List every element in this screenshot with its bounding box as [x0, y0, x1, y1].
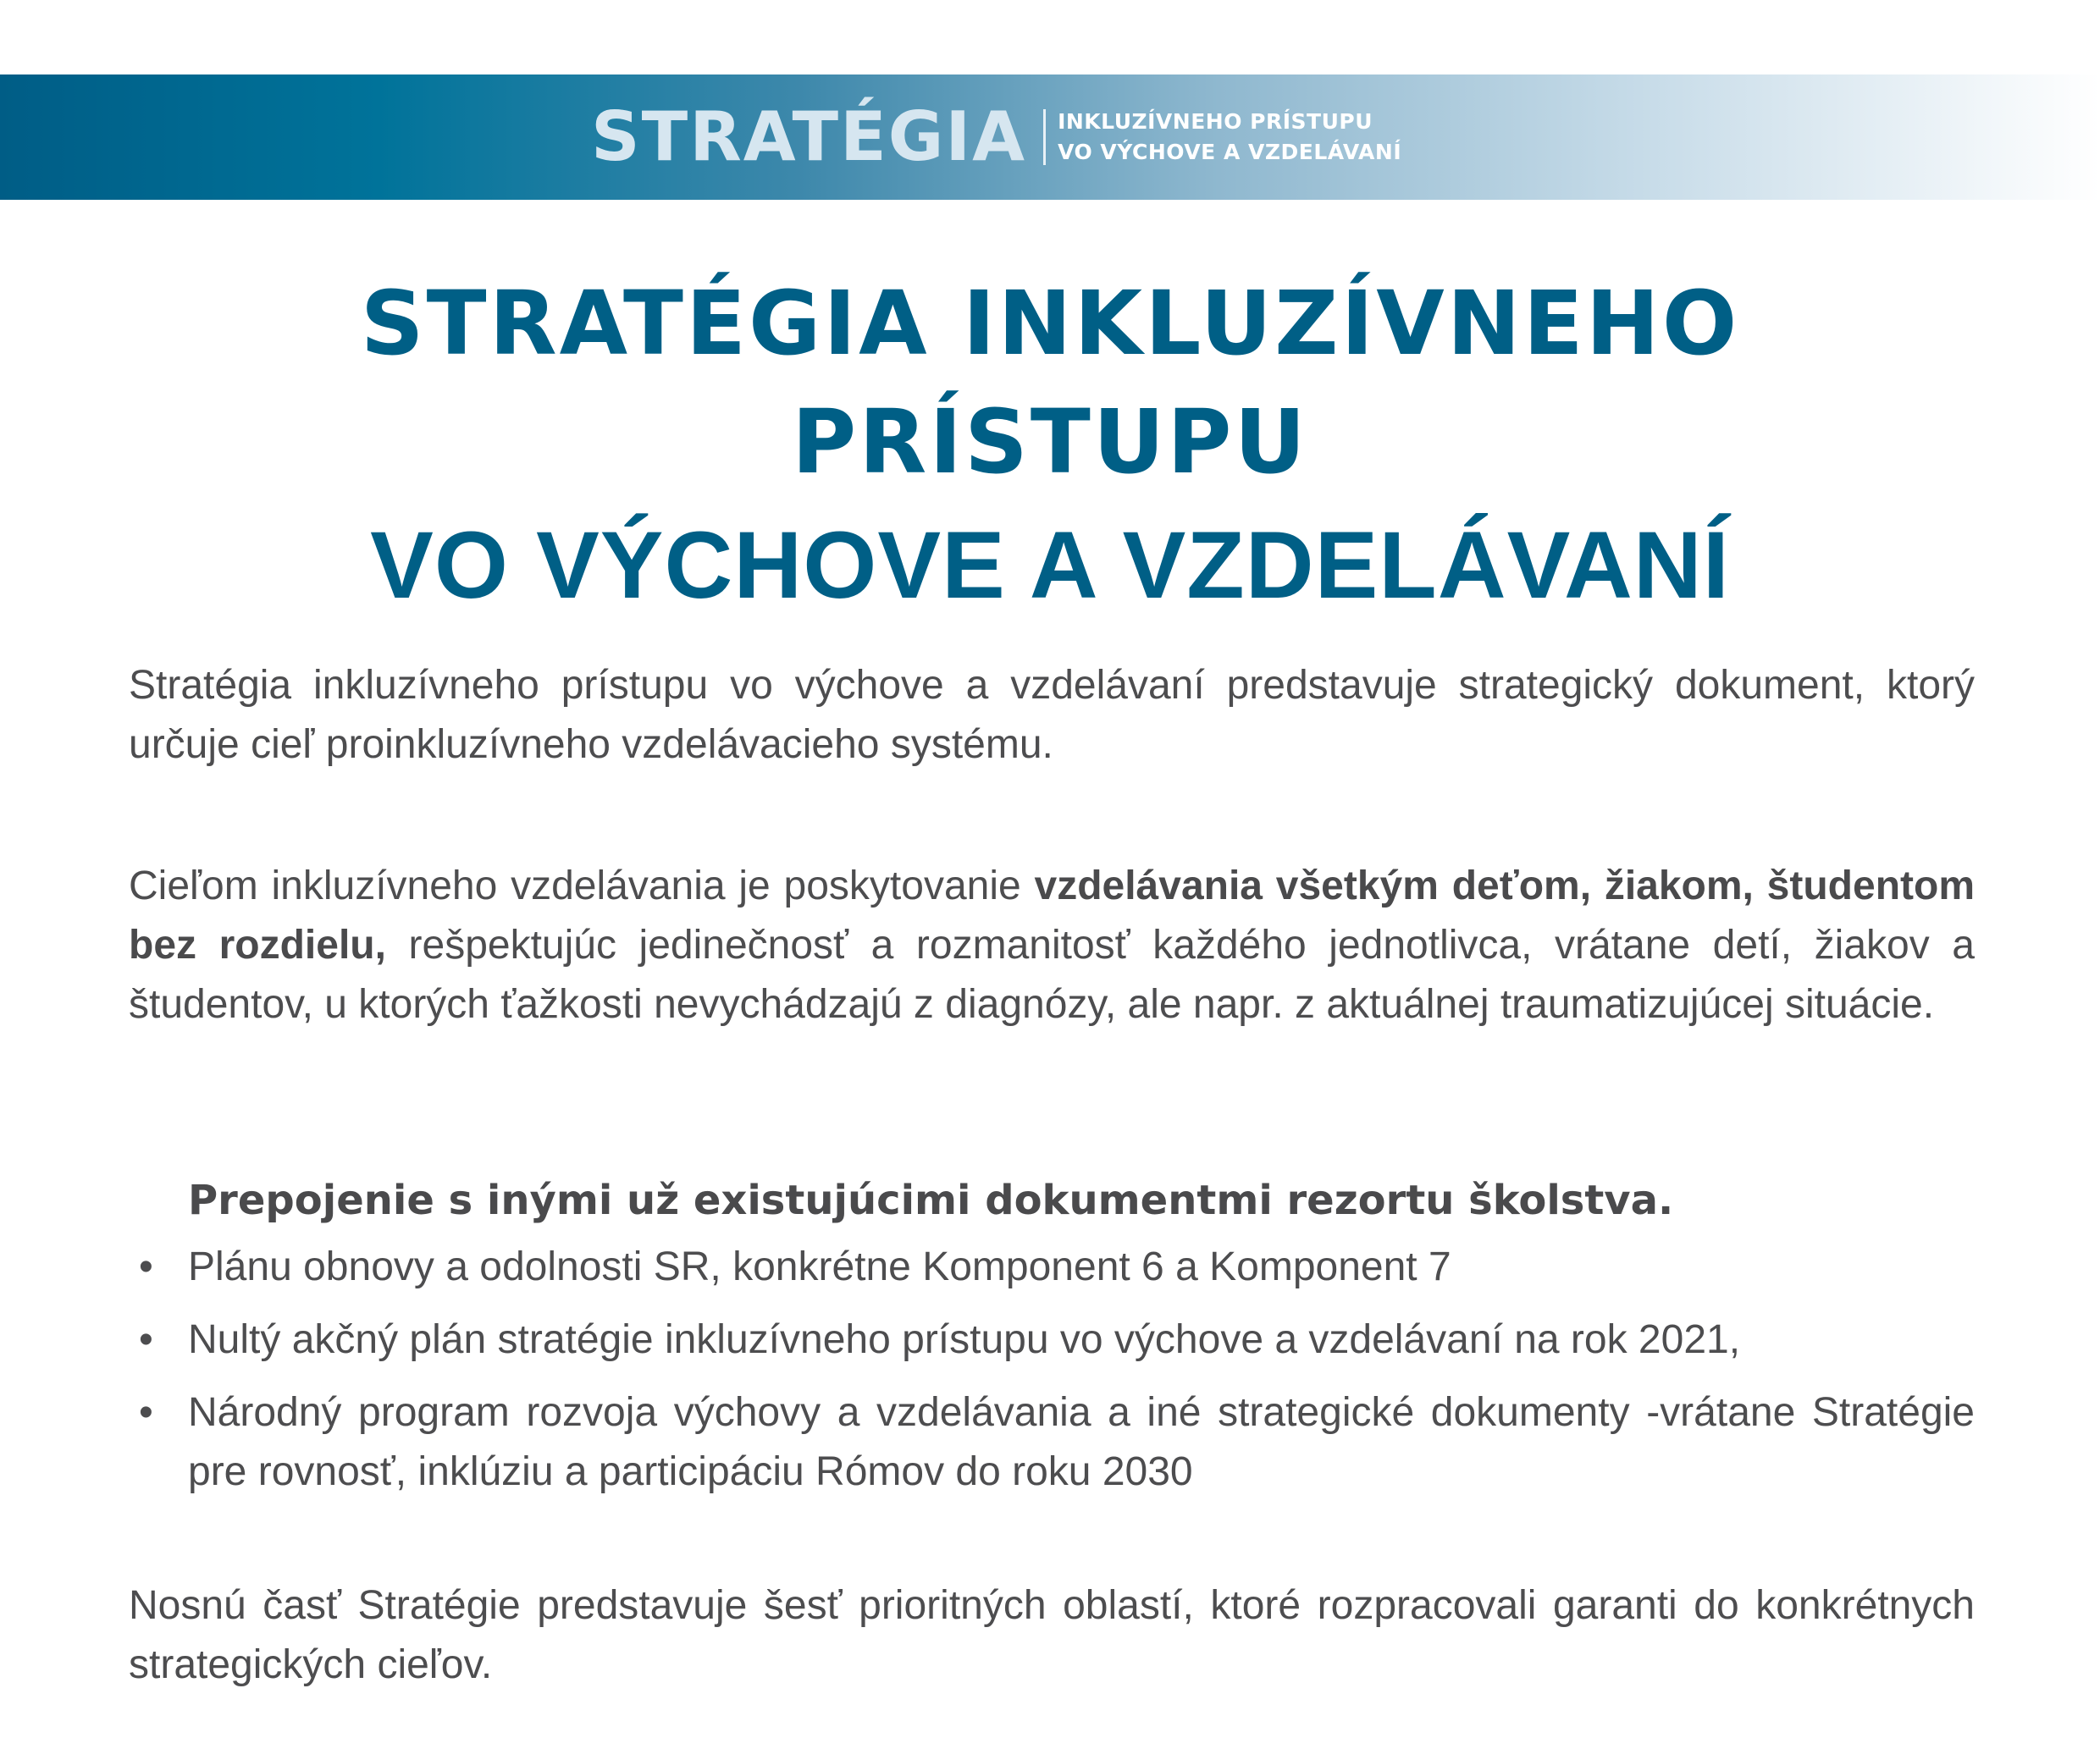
logo-divider: [1043, 109, 1046, 165]
goal-text-after: rešpektujúc jedinečnosť a rozmanitosť každého jednotlivca, vrátane detí, žiakov a študentov, u ktorých ťažkosti nevychádzajú z diagnózy, ale napr. z aktuálnej traumatizujúcej situácie.: [129, 923, 1975, 1027]
closing-paragraph: Nosnú časť Stratégie predstavuje šesť prioritných oblastí, ktoré rozpracovali garanti do konkrétnych strategických cieľov.: [129, 1583, 1975, 1687]
page-title: [0, 264, 2100, 625]
goal-text-before: Cieľom inkluzívneho vzdelávania je poskytovanie: [129, 863, 1035, 908]
list-item-text: Plánu obnovy a odolnosti SR, konkrétne Komponent 6 a Komponent 7: [188, 1244, 1451, 1289]
bullet-icon: •: [139, 1317, 153, 1362]
title-line-3: VO VÝCHOVE A VZDELÁVANÍ: [370, 512, 1730, 618]
list-item-text: Nultý akčný plán stratégie inkluzívneho prístupu vo výchove a vzdelávaní na rok 2021,: [188, 1317, 1741, 1362]
bullet-icon: •: [139, 1244, 153, 1289]
logo-subtitle-line1: INKLUZÍVNEHO PRÍSTUPU: [1058, 109, 1373, 134]
connections-list: [129, 1238, 1975, 1515]
goal-text-bold: vzdelávania všetkým deťom, žiakom, študentom bez rozdielu,: [129, 863, 1975, 968]
logo-word: STRATÉGIA: [591, 97, 1027, 176]
list-item: [129, 1310, 1975, 1370]
goal-paragraph: [129, 857, 1975, 1034]
list-item-text: Národný program rozvoja výchovy a vzdelávania a iné strategické dokumenty -vrátane Stratégie pre rovnosť, inklúziu a participáciu Rómov do roku 2030: [188, 1390, 1975, 1494]
connections-heading: Prepojenie s inými už existujúcimi dokumentmi rezortu školstva.: [188, 1177, 1674, 1224]
header-banner: [0, 74, 2100, 200]
title-line-1: STRATÉGIA INKLUZÍVNEHO: [360, 272, 1740, 375]
list-item: [129, 1383, 1975, 1502]
logo-subtitle-line2: VO VÝCHOVE A VZDELÁVANÍ: [1058, 140, 1402, 164]
logo-subtitle: [1058, 107, 1401, 168]
strategy-logo: [591, 74, 1401, 200]
title-line-2: PRÍSTUPU: [792, 390, 1308, 494]
intro-paragraph: Stratégia inkluzívneho prístupu vo výchove a vzdelávaní predstavuje strategický dokument, ktorý určuje cieľ proinkluzívneho vzdelávacieho systému.: [129, 663, 1975, 767]
bullet-icon: •: [139, 1390, 153, 1435]
list-item: [129, 1238, 1975, 1297]
